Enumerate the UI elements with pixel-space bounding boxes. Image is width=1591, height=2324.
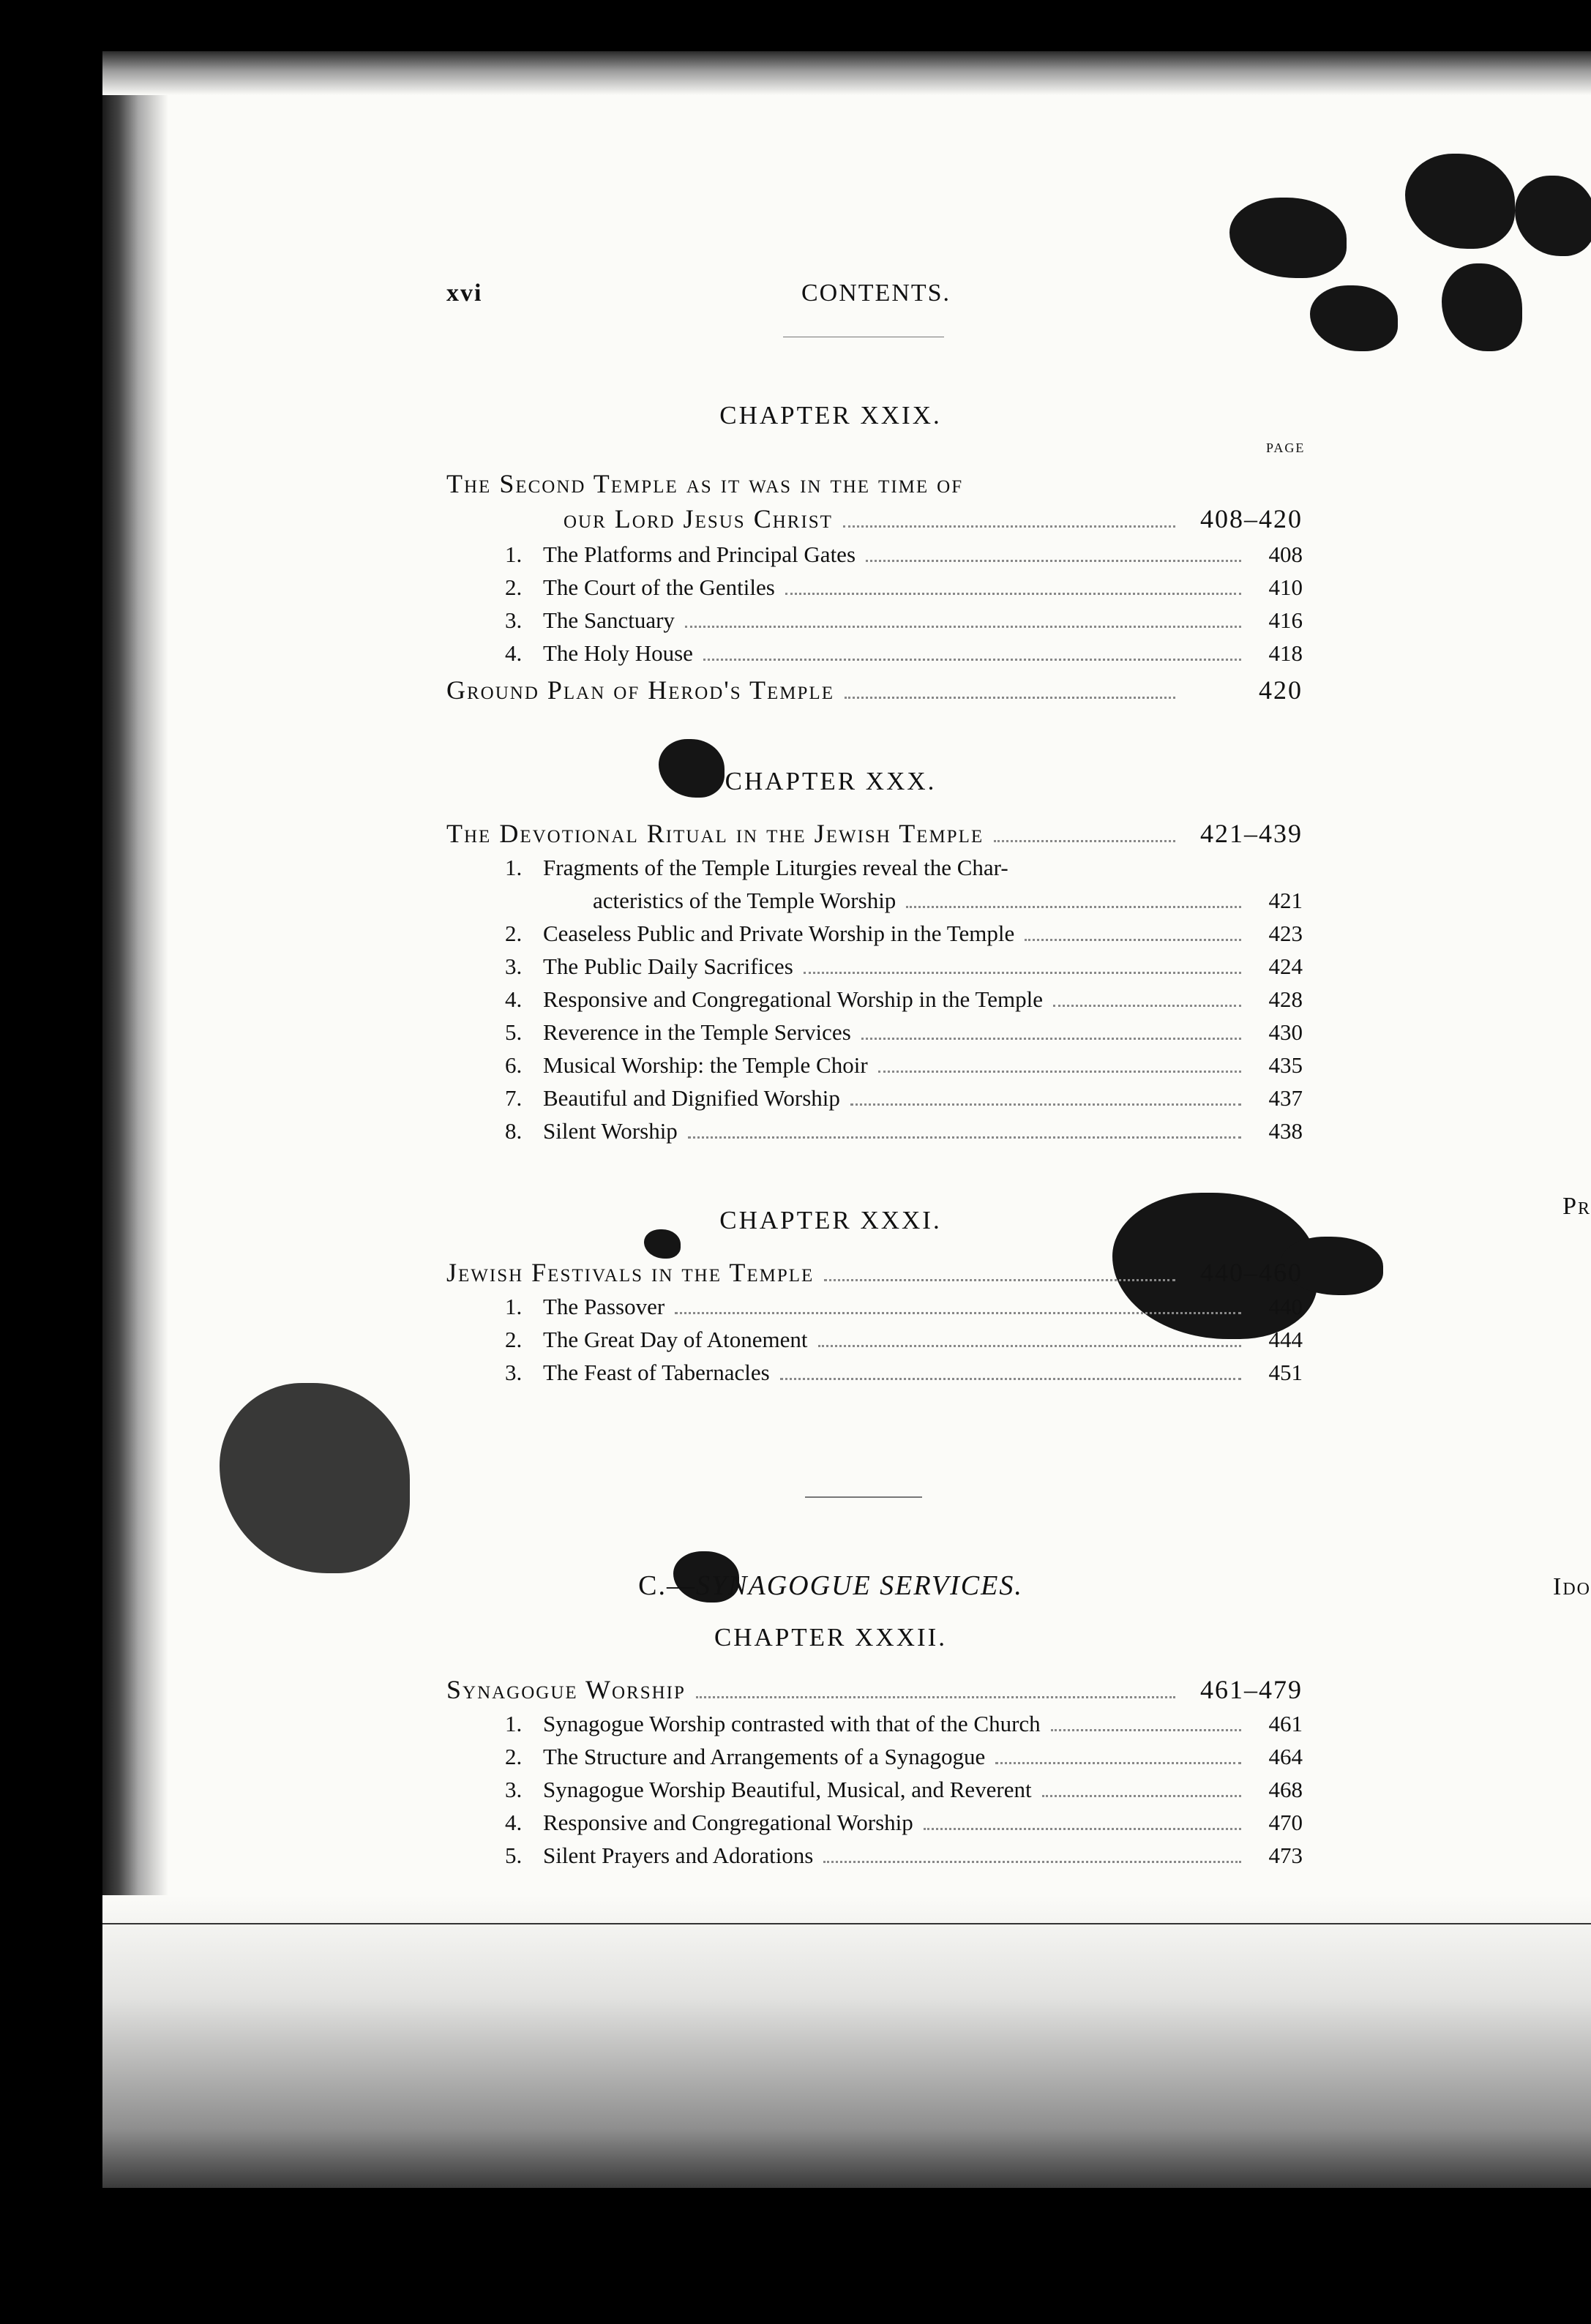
item-text: The Court of the Gentiles [543, 574, 775, 600]
contents-item [505, 640, 1303, 667]
item-text: The Structure and Arrangements of a Synagogue [543, 1744, 986, 1769]
item-page: 461 [1268, 1711, 1303, 1736]
ink-blot [1515, 176, 1591, 256]
page-range: 421–439 [1200, 819, 1303, 848]
item-page: 437 [1268, 1085, 1303, 1111]
page-column-label: PAGE [1266, 441, 1306, 455]
entry-page: 420 [1259, 675, 1303, 705]
dot-leader [1053, 1005, 1241, 1007]
dot-leader [850, 1103, 1241, 1106]
scan-shadow-bottom [102, 1895, 1591, 2188]
contents-entry [446, 675, 1303, 705]
item-page: 423 [1268, 921, 1303, 946]
item-number: 1. [505, 855, 523, 880]
item-number: 1. [505, 1711, 523, 1736]
contents-item [505, 1118, 1303, 1144]
scan-shadow-left [102, 51, 168, 2188]
section-title-text: SYNAGOGUE SERVICES. [696, 1570, 1023, 1601]
dot-leader [675, 1312, 1241, 1314]
contents-item-cont [593, 888, 1303, 914]
dot-leader [866, 560, 1241, 562]
dot-leader [861, 1038, 1241, 1040]
item-page: 444 [1268, 1327, 1303, 1352]
item-text: Synagogue Worship Beautiful, Musical, and Reverent [543, 1777, 1032, 1802]
item-text: The Public Daily Sacrifices [543, 953, 793, 979]
item-text: Responsive and Congregational Worship in the Temple [543, 986, 1043, 1012]
dot-leader [824, 1279, 1175, 1281]
ink-blot [220, 1383, 410, 1573]
contents-item [505, 1360, 1303, 1386]
item-number: 4. [505, 640, 523, 666]
dot-leader [804, 972, 1241, 974]
item-page: 470 [1268, 1810, 1303, 1835]
section-heading [381, 1570, 1281, 1602]
dot-leader [994, 840, 1175, 842]
dot-leader [696, 1696, 1175, 1698]
item-number: 7. [505, 1085, 523, 1111]
dot-leader [924, 1828, 1241, 1830]
contents-item [505, 1052, 1303, 1079]
ink-blot [1229, 198, 1347, 278]
dot-leader [703, 659, 1241, 661]
item-number: 8. [505, 1118, 523, 1144]
dot-leader [823, 1861, 1241, 1863]
dot-leader [685, 626, 1241, 628]
running-head-title: CONTENTS. [801, 280, 951, 307]
contents-item [505, 1777, 1303, 1803]
page-range: 408–420 [1200, 504, 1303, 533]
item-page: 451 [1268, 1360, 1303, 1385]
contents-item [505, 607, 1303, 634]
scan-shadow-top [102, 51, 1591, 95]
dot-leader [785, 593, 1241, 595]
chapter-heading: CHAPTER XXXII. [714, 1623, 948, 1652]
ink-blot [1310, 285, 1398, 351]
item-text: The Holy House [543, 640, 693, 666]
item-text: The Platforms and Principal Gates [543, 541, 856, 567]
contents-item [505, 1327, 1303, 1353]
item-page: 440 [1268, 1294, 1303, 1319]
chapter-heading: CHAPTER XXXI. [719, 1206, 942, 1234]
item-text: Ceaseless Public and Private Worship in the Temple [543, 921, 1015, 946]
page-bottom-rule [102, 1923, 1591, 1924]
chapter-title-text: Jewish Festivals in the Temple [446, 1258, 815, 1287]
contents-item [505, 1810, 1303, 1836]
item-text: Synagogue Worship contrasted with that of the Church [543, 1711, 1041, 1736]
entry-text: Ground Plan of Herod's Temple [446, 675, 834, 705]
item-page: 430 [1268, 1019, 1303, 1045]
item-text: Beautiful and Dignified Worship [543, 1085, 840, 1111]
chapter-title [446, 1674, 1303, 1705]
item-number: 4. [505, 986, 523, 1012]
section-prefix: C.— [638, 1570, 696, 1601]
contents-item [505, 541, 1303, 568]
item-page: 424 [1268, 953, 1303, 979]
dot-leader [1025, 939, 1241, 941]
item-page: 464 [1268, 1744, 1303, 1769]
item-number: 6. [505, 1052, 523, 1078]
contents-page [102, 51, 1591, 2188]
item-page: 468 [1268, 1777, 1303, 1802]
chapter-title [446, 1257, 1303, 1288]
contents-item [505, 574, 1303, 601]
item-page: 438 [1268, 1118, 1303, 1144]
item-number: 4. [505, 1810, 523, 1835]
dot-leader [906, 906, 1241, 908]
item-number: 5. [505, 1019, 523, 1045]
section-divider [805, 1496, 922, 1498]
contents-item [505, 855, 1303, 881]
chapter-title [446, 468, 1303, 499]
contents-item [505, 1843, 1303, 1869]
contents-item [505, 1085, 1303, 1112]
chapter-title-text: Synagogue Worship [446, 1675, 686, 1704]
item-text: The Sanctuary [543, 607, 675, 633]
item-text: Reverence in the Temple Services [543, 1019, 851, 1045]
item-number: 3. [505, 1360, 523, 1385]
item-page: 418 [1268, 640, 1303, 666]
page-folio: xvi [446, 280, 483, 307]
dot-leader [845, 697, 1175, 699]
page-range: 461–479 [1200, 1675, 1303, 1704]
contents-item [505, 1294, 1303, 1320]
item-number: 2. [505, 1744, 523, 1769]
chapter-title-cont [564, 503, 1303, 534]
dot-leader [1051, 1729, 1241, 1731]
item-page: 421 [1268, 888, 1303, 913]
ink-blot [1442, 263, 1522, 351]
dot-leader [1042, 1795, 1241, 1797]
facing-page-fragment: Pr [1562, 1193, 1591, 1220]
dot-leader [688, 1136, 1241, 1139]
chapter-title-text: The Second Temple as it was in the time of [446, 469, 964, 498]
page-range: 440–460 [1200, 1258, 1303, 1287]
dot-leader [995, 1762, 1241, 1764]
item-page: 410 [1268, 574, 1303, 600]
item-number: 1. [505, 541, 523, 567]
item-text: Musical Worship: the Temple Choir [543, 1052, 868, 1078]
contents-item [505, 953, 1303, 980]
item-number: 1. [505, 1294, 523, 1319]
chapter-title [446, 818, 1303, 849]
item-text: Silent Prayers and Adorations [543, 1843, 814, 1868]
item-text: Silent Worship [543, 1118, 678, 1144]
chapter-title-text: The Devotional Ritual in the Jewish Temple [446, 819, 984, 848]
item-number: 2. [505, 1327, 523, 1352]
item-text: Fragments of the Temple Liturgies reveal the Char- [543, 855, 1008, 880]
item-text: The Feast of Tabernacles [543, 1360, 770, 1385]
item-number: 5. [505, 1843, 523, 1868]
item-number: 3. [505, 953, 523, 979]
facing-page-fragment: Ido [1553, 1573, 1591, 1600]
item-text: The Great Day of Atonement [543, 1327, 808, 1352]
contents-item [505, 1744, 1303, 1770]
contents-item [505, 921, 1303, 947]
contents-item [505, 1711, 1303, 1737]
contents-item [505, 1019, 1303, 1046]
contents-item [505, 986, 1303, 1013]
item-text: acteristics of the Temple Worship [593, 888, 896, 913]
ink-blot [1405, 154, 1515, 249]
dot-leader [843, 525, 1175, 528]
dot-leader [818, 1345, 1241, 1347]
item-page: 416 [1268, 607, 1303, 633]
item-text: The Passover [543, 1294, 665, 1319]
item-page: 408 [1268, 541, 1303, 567]
item-number: 2. [505, 574, 523, 600]
item-number: 3. [505, 607, 523, 633]
item-page: 428 [1268, 986, 1303, 1012]
item-number: 2. [505, 921, 523, 946]
chapter-title-text: our Lord Jesus Christ [564, 504, 833, 533]
chapter-heading: CHAPTER XXX. [725, 767, 937, 795]
item-page: 473 [1268, 1843, 1303, 1868]
chapter-heading: CHAPTER XXIX. [719, 401, 942, 430]
dot-leader [780, 1378, 1241, 1380]
item-number: 3. [505, 1777, 523, 1802]
item-page: 435 [1268, 1052, 1303, 1078]
dot-leader [878, 1071, 1241, 1073]
item-text: Responsive and Congregational Worship [543, 1810, 913, 1835]
